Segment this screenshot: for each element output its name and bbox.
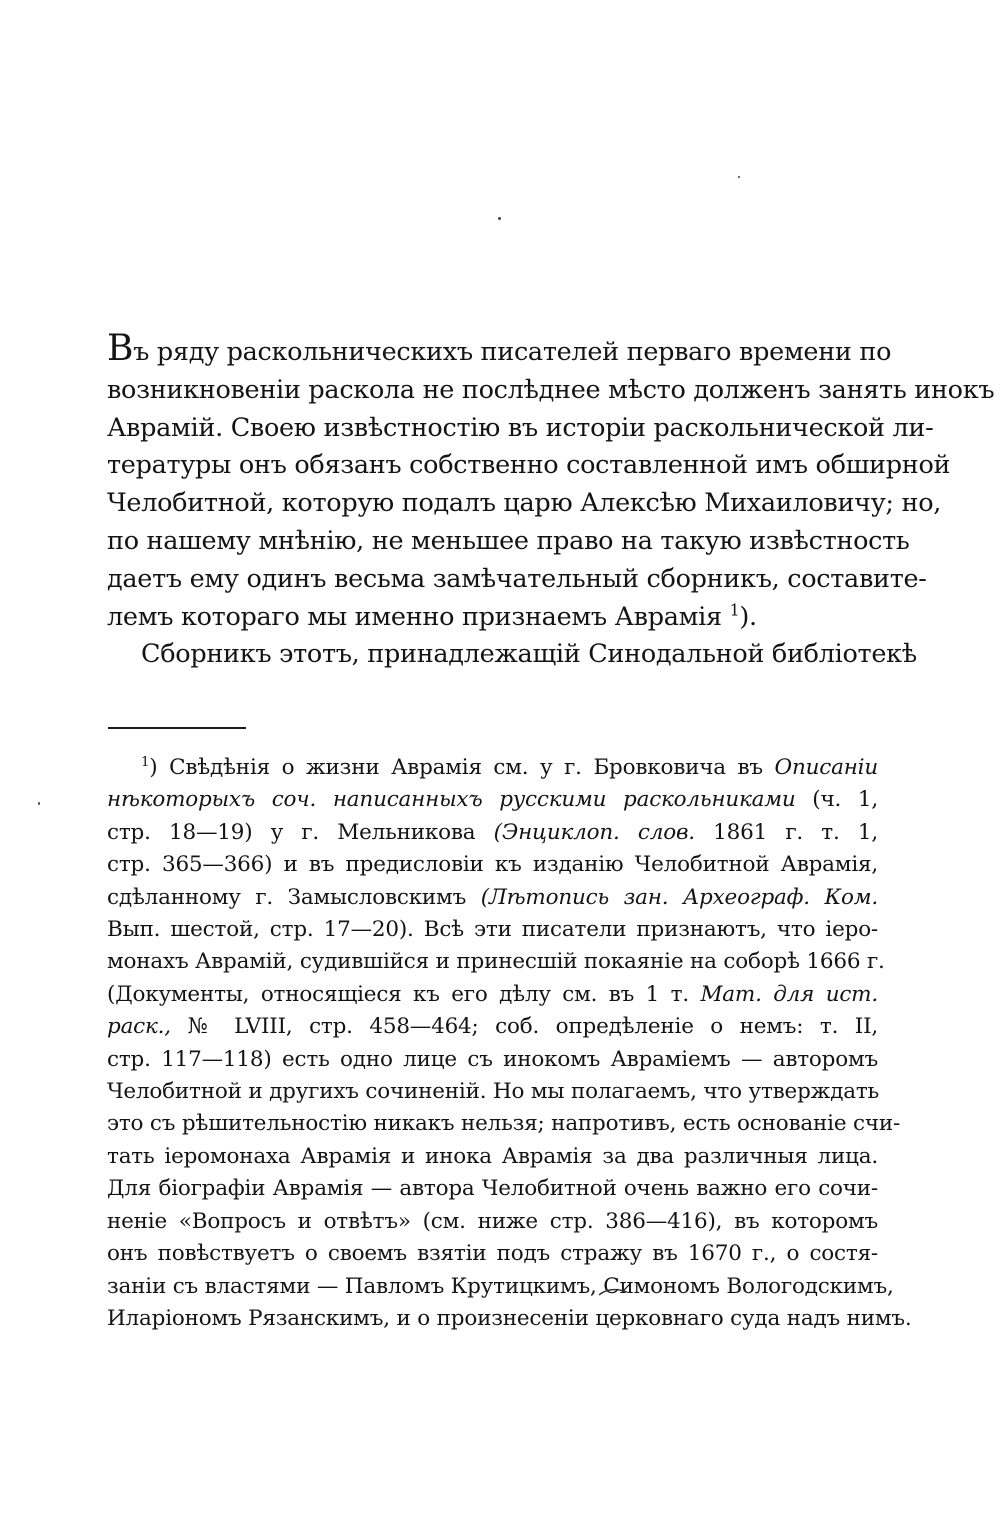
body-line: Челобитной, которую подалъ царю Алексѣю Михаиловичу; но, bbox=[107, 488, 942, 519]
body-line: по нашему мнѣнiю, не меньшее право на такую извѣстность bbox=[107, 525, 910, 556]
pencil-mark-icon bbox=[598, 1287, 628, 1297]
footnote-line: нѣкоторыхъ соч. написанныхъ русскими раскольниками (ч. 1, bbox=[107, 787, 878, 813]
body-line: даетъ ему одинъ весьма замѣчательный сборникъ, составите- bbox=[107, 563, 927, 594]
dust-speck bbox=[738, 176, 740, 178]
dust-speck bbox=[38, 802, 40, 805]
footnote-line: раск., № LVIII, стр. 458—464; соб. опредѣленiе о немъ: т. II, bbox=[107, 1014, 878, 1040]
main-text bbox=[107, 328, 995, 674]
footnote-line: тать iеромонаха Аврамiя и инока Аврамiя за два различныя лица. bbox=[107, 1143, 878, 1169]
body-line: лемъ котораго мы именно признаемъ Аврамiя $^1$). bbox=[107, 600, 757, 632]
footnote-line: стр. 365—366) и въ предисловiи къ изданiю Челобитной Аврамiя, bbox=[107, 852, 878, 878]
footnote bbox=[107, 752, 912, 1335]
body-line: тературы онъ обязанъ собственно составленной имъ обширной bbox=[107, 450, 951, 481]
body-line: Аврамiй. Своею извѣстностiю въ исторiи раскольнической ли- bbox=[107, 412, 934, 443]
drop-cap: В bbox=[107, 328, 134, 369]
footnote-line: Иларiономъ Рязанскимъ, и о произнесенiи церковнаго суда надъ нимъ. bbox=[107, 1305, 912, 1331]
footnote-line: занiи съ властями — Павломъ Крутицкимъ, Симономъ Вологодскимъ, bbox=[107, 1273, 894, 1299]
body-line: возникновенiи раскола не послѣднее мѣсто долженъ занять инокъ bbox=[107, 374, 995, 405]
footnote-line: Вып. шестой, стр. 17—20). Всѣ эти писатели признаютъ, что iеро- bbox=[107, 917, 878, 943]
footnote-line: сдѣланному г. Замысловскимъ (Лѣтопись зан. Археограф. Ком. bbox=[107, 884, 878, 910]
footnote-line: монахъ Аврамiй, судившiйся и принесшiй покаянiе на соборѣ 1666 г. bbox=[107, 949, 885, 975]
footnote-marker: 1 bbox=[141, 754, 150, 770]
footnote-line: стр. 117—118) есть одно лице съ инокомъ Аврамiемъ — авторомъ bbox=[107, 1046, 878, 1072]
footnote-separator bbox=[108, 727, 246, 729]
footnote-line: стр. 18—19) у г. Мельникова (Энциклоп. слов. 1861 г. т. 1, bbox=[107, 819, 878, 845]
dust-speck bbox=[498, 217, 501, 220]
footnote-line: ненiе «Вопросъ и отвѣтъ» (см. ниже стр. 386—416), въ которомъ bbox=[107, 1208, 878, 1234]
body-line: Въ ряду раскольническихъ писателей перваго времени по bbox=[107, 328, 892, 369]
body-line: Сборникъ этотъ, принадлежащiй Синодальной библiотекѣ bbox=[141, 639, 917, 670]
footnote-line: $^1$) Свѣдѣнiя о жизни Аврамiя см. у г. Бровковича въ Описанiи bbox=[141, 754, 878, 780]
footnote-line: Для бiографiи Аврамiя — автора Челобитной очень важно его сочи- bbox=[107, 1176, 878, 1202]
footnote-line: (Документы, относящiеся къ его дѣлу см. въ 1 т. Мат. для ист. bbox=[107, 981, 878, 1007]
footnote-line: Челобитной и другихъ сочиненiй. Но мы полагаемъ, что утверждать bbox=[107, 1079, 880, 1105]
footnote-reference: 1 bbox=[729, 600, 740, 620]
footnote-line: онъ повѣствуетъ о своемъ взятiи подъ стражу въ 1670 г., о состя- bbox=[107, 1241, 878, 1267]
footnote-line: это съ рѣшительностiю никакъ нельзя; напротивъ, есть основанiе счи- bbox=[107, 1111, 901, 1137]
